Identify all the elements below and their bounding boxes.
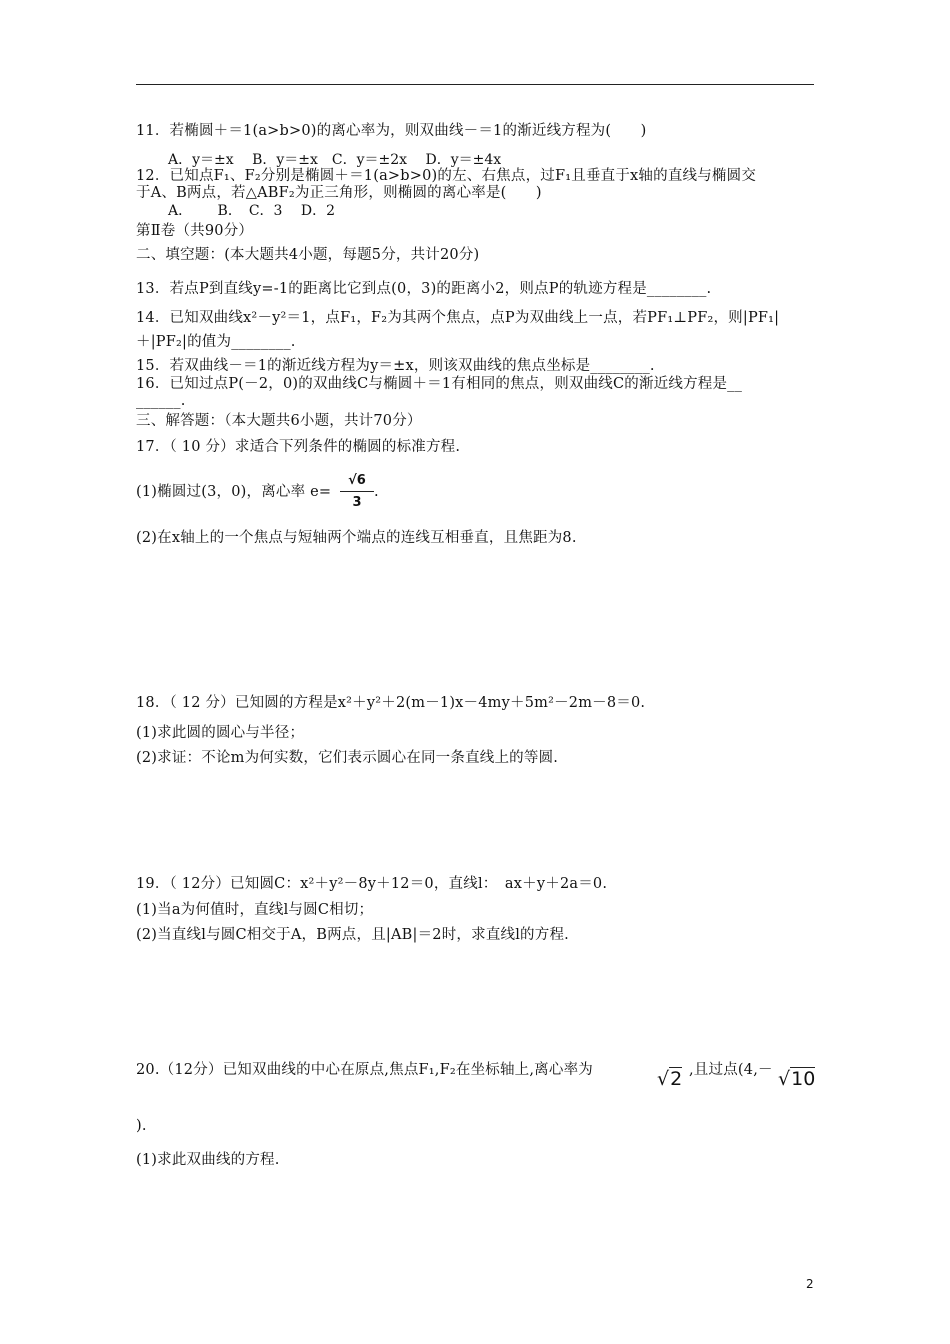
question-20: 20.（12分）已知双曲线的中心在原点,焦点F₁,F₂在坐标轴上,离心率为 (136, 1062, 593, 1078)
question-14-line2: ＋|PF₂|的值为________. (136, 334, 296, 350)
eccentricity-fraction (340, 473, 374, 511)
question-17: 17．（ 10 分）求适合下列条件的椭圆的标准方程. (136, 439, 461, 455)
header-rule (136, 84, 814, 85)
question-11-options: A．y＝±x B．y＝±x C．y＝±2x D．y＝±4x (168, 152, 502, 168)
section-answer-title: 三、解答题：（本大题共6小题，共计70分） (136, 413, 422, 429)
sqrt-2-radicand: 2 (670, 1068, 683, 1090)
sqrt-2: √2 (657, 1068, 683, 1090)
sqrt-10-radicand: 10 (791, 1068, 816, 1090)
question-16-line2: ______. (136, 393, 186, 409)
question-17-part1: (1)椭圆过(3，0)，离心率 e= (136, 484, 332, 500)
question-18-part1: (1)求此圆的圆心与半径； (136, 725, 305, 741)
question-19-part1: (1)当a为何值时，直线l与圆C相切； (136, 902, 374, 918)
question-14-line1: 14．已知双曲线x²－y²＝1，点F₁，F₂为其两个焦点，点P为双曲线上一点，若PF₁⊥PF₂，则|PF₁| (136, 310, 780, 326)
section-fill-in-title: 二、填空题：(本大题共4小题，每题5分，共计20分) (136, 247, 480, 263)
question-20-part1: (1)求此双曲线的方程. (136, 1152, 280, 1168)
question-20-line2: ). (136, 1118, 147, 1134)
question-18: 18．（ 12 分）已知圆的方程是x²＋y²＋2(m－1)x－4my＋5m²－2m－8＝0. (136, 695, 646, 711)
question-18-part2: (2)求证：不论m为何实数，它们表示圆心在同一条直线上的等圆. (136, 750, 559, 766)
sqrt-10: √10 (778, 1068, 816, 1090)
question-13: 13．若点P到直线y=-1的距离比它到点(0，3)的距离小2，则点P的轨迹方程是________. (136, 281, 712, 297)
question-15: 15．若双曲线－＝1的渐近线方程为y＝±x，则该双曲线的焦点坐标是________. (136, 358, 655, 374)
question-17-part1-end: . (374, 484, 379, 500)
question-12-line2: 于A、B两点，若△ABF₂为正三角形，则椭圆的离心率是( ) (136, 185, 542, 201)
question-12-options: A． B． C．3 D．2 (168, 203, 336, 219)
part-2-title: 第Ⅱ卷（共90分） (136, 223, 254, 239)
question-11: 11．若椭圆＋＝1(a>b>0)的离心率为，则双曲线－＝1的渐近线方程为( ) (136, 123, 647, 139)
question-20-mid: ,且过点(4,－ (689, 1062, 773, 1078)
question-17-part2: (2)在x轴上的一个焦点与短轴两个端点的连线互相垂直，且焦距为8. (136, 530, 577, 546)
fraction-numerator: √6 (340, 473, 374, 492)
question-19: 19．（ 12分）已知圆C：x²＋y²－8y＋12＝0，直线l： ax＋y＋2a＝0. (136, 876, 608, 892)
question-16-line1: 16．已知过点P(－2，0)的双曲线C与椭圆＋＝1有相同的焦点，则双曲线C的渐近线方程是__ (136, 376, 743, 392)
page-number: 2 (806, 1277, 814, 1291)
question-19-part2: (2)当直线l与圆C相交于A，B两点，且|AB|＝2时，求直线l的方程. (136, 927, 569, 943)
question-12-line1: 12．已知点F₁、F₂分别是椭圆＋＝1(a>b>0)的左、右焦点，过F₁且垂直于x轴的直线与椭圆交 (136, 168, 757, 184)
fraction-denominator: 3 (352, 495, 362, 510)
